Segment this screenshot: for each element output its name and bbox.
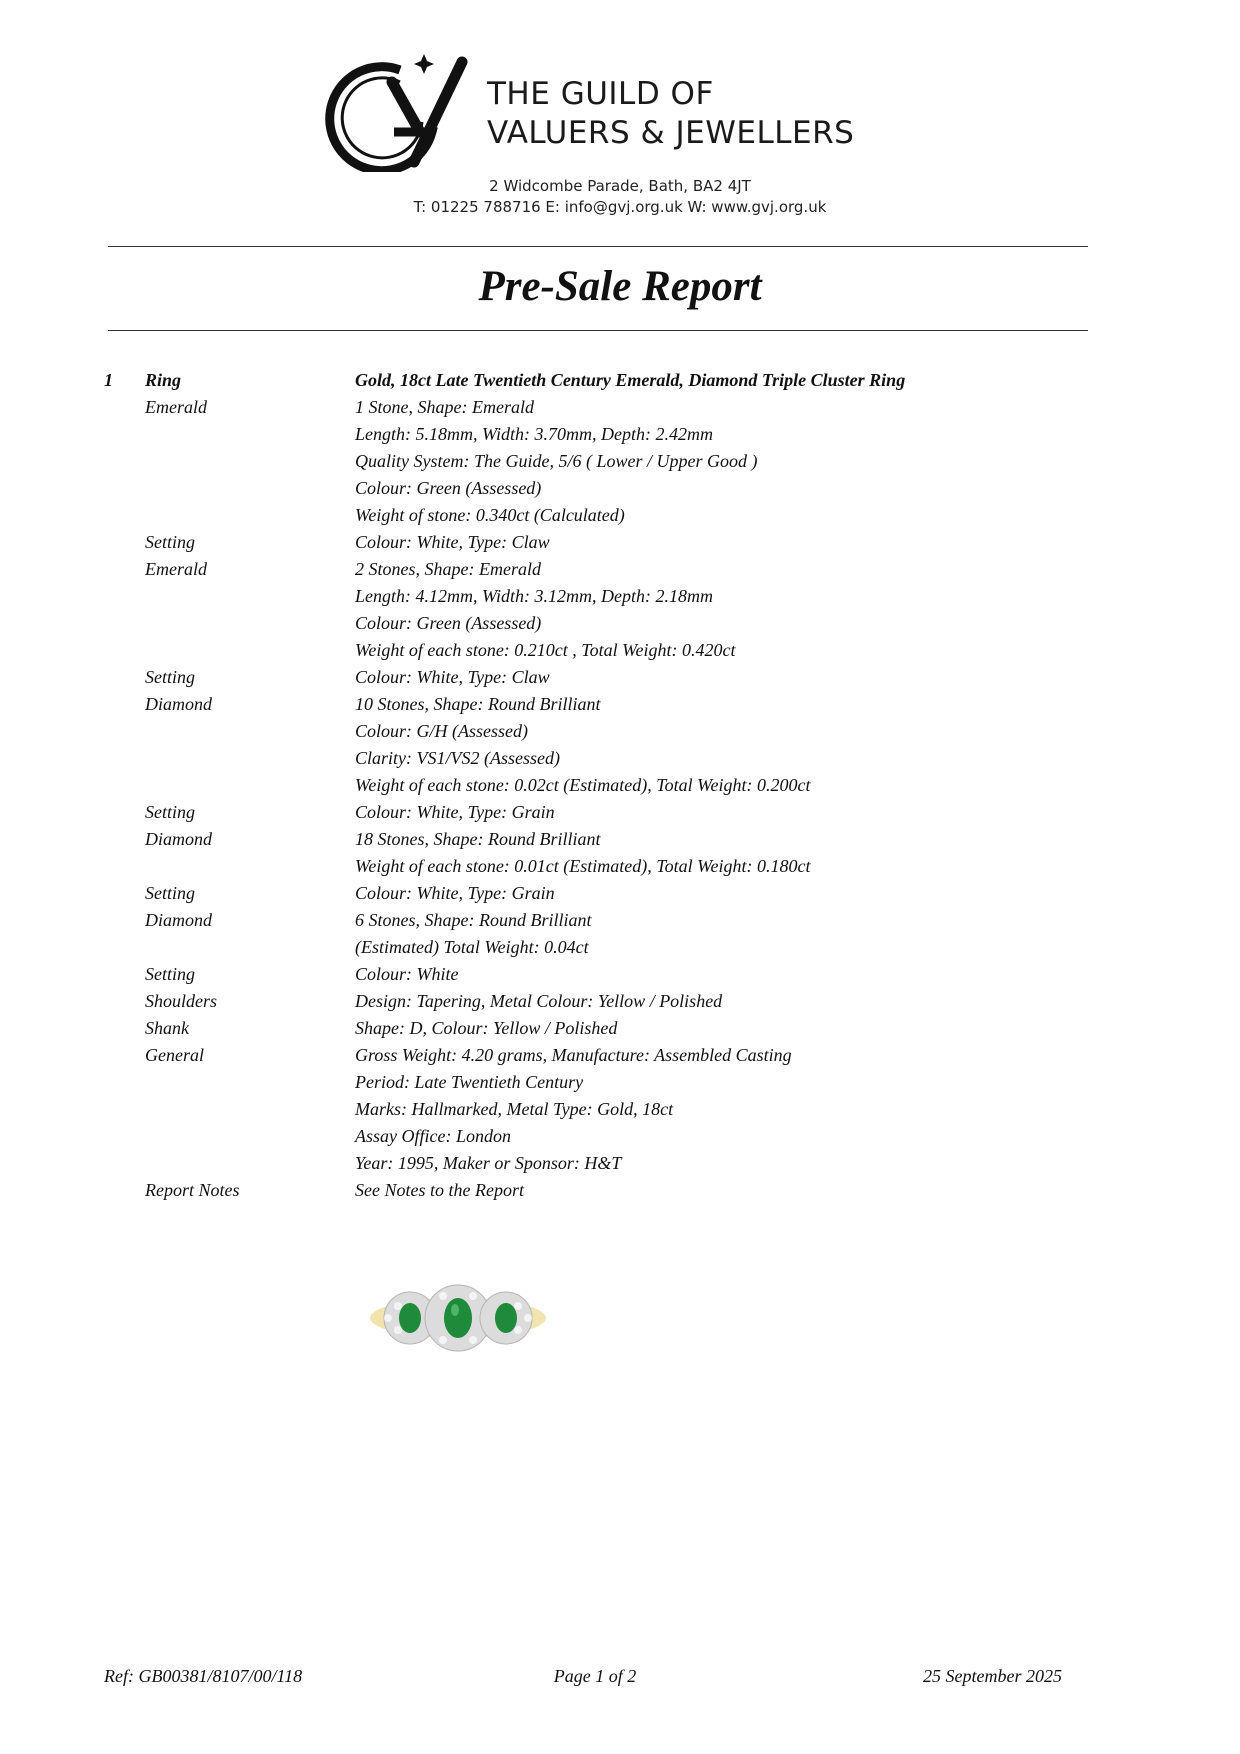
detail-label: Emerald (145, 559, 207, 579)
detail-value: Colour: White, Type: Grain (355, 802, 555, 822)
detail-label: Report Notes (145, 1180, 240, 1200)
detail-row (0, 748, 1240, 775)
detail-row (0, 775, 1240, 802)
detail-row (0, 1180, 1240, 1207)
org-name-line2: VALUERS & JEWELLERS (487, 115, 855, 151)
ring-photo (368, 1278, 548, 1360)
detail-row (0, 559, 1240, 586)
detail-value: 6 Stones, Shape: Round Brilliant (355, 910, 592, 930)
detail-row (0, 937, 1240, 964)
detail-label: Setting (145, 532, 195, 552)
report-title: Pre-Sale Report (478, 263, 762, 310)
detail-row (0, 721, 1240, 748)
detail-value: Shape: D, Colour: Yellow / Polished (355, 1018, 618, 1038)
detail-label: Emerald (145, 397, 207, 417)
detail-label: Setting (145, 802, 195, 822)
detail-value: Year: 1995, Maker or Sponsor: H&T (355, 1153, 622, 1173)
detail-value: See Notes to the Report (355, 1180, 524, 1200)
detail-value: Marks: Hallmarked, Metal Type: Gold, 18ct (355, 1099, 674, 1119)
detail-row (0, 694, 1240, 721)
detail-row (0, 424, 1240, 451)
detail-label: Ring (145, 370, 182, 390)
detail-row (0, 856, 1240, 883)
detail-label: Setting (145, 667, 195, 687)
org-name-line1: THE GUILD OF (487, 76, 714, 112)
detail-value: Clarity: VS1/VS2 (Assessed) (355, 748, 560, 768)
detail-value: Length: 4.12mm, Width: 3.12mm, Depth: 2.18mm (355, 586, 713, 606)
item-number: 1 (104, 370, 113, 390)
detail-value: Assay Office: London (355, 1126, 511, 1146)
detail-label: Diamond (145, 694, 212, 714)
contact-details: T: 01225 788716 E: info@gvj.org.uk W: www.gvj.org.uk (413, 198, 827, 216)
detail-row (0, 478, 1240, 505)
detail-row (0, 910, 1240, 937)
detail-row (0, 1099, 1240, 1126)
detail-value: Length: 5.18mm, Width: 3.70mm, Depth: 2.42mm (355, 424, 713, 444)
detail-label: Shank (145, 1018, 189, 1038)
gvj-logo-icon (322, 52, 482, 172)
top-divider (108, 246, 1088, 247)
detail-value: Colour: White, Type: Grain (355, 883, 555, 903)
address: 2 Widcombe Parade, Bath, BA2 4JT (489, 177, 751, 195)
detail-row (0, 964, 1240, 991)
detail-value: Colour: White (355, 964, 459, 984)
detail-value: Gold, 18ct Late Twentieth Century Emerald, Diamond Triple Cluster Ring (355, 370, 906, 390)
detail-value: Gross Weight: 4.20 grams, Manufacture: Assembled Casting (355, 1045, 792, 1065)
detail-row (0, 1153, 1240, 1180)
title-divider (108, 330, 1088, 331)
detail-value: 2 Stones, Shape: Emerald (355, 559, 541, 579)
detail-row (0, 397, 1240, 424)
detail-row (0, 505, 1240, 532)
detail-value: Period: Late Twentieth Century (355, 1072, 584, 1092)
detail-value: Weight of each stone: 0.02ct (Estimated), Total Weight: 0.200ct (355, 775, 811, 795)
item-details (0, 370, 1240, 1207)
detail-row (0, 1045, 1240, 1072)
detail-label: Diamond (145, 910, 212, 930)
detail-row (0, 1018, 1240, 1045)
detail-row (0, 829, 1240, 856)
detail-label: Diamond (145, 829, 212, 849)
logo (322, 52, 882, 172)
detail-value: Colour: Green (Assessed) (355, 613, 542, 633)
detail-value: 18 Stones, Shape: Round Brilliant (355, 829, 601, 849)
detail-value: Colour: White, Type: Claw (355, 667, 550, 687)
detail-value: 10 Stones, Shape: Round Brilliant (355, 694, 601, 714)
detail-label: Shoulders (145, 991, 217, 1011)
detail-value: Weight of each stone: 0.210ct , Total Weight: 0.420ct (355, 640, 736, 660)
detail-label: General (145, 1045, 204, 1065)
detail-row (0, 370, 1240, 397)
detail-label: Setting (145, 964, 195, 984)
detail-row (0, 1072, 1240, 1099)
detail-row (0, 451, 1240, 478)
detail-value: (Estimated) Total Weight: 0.04ct (355, 937, 589, 957)
page-number: Page 1 of 2 (553, 1666, 637, 1686)
detail-row (0, 586, 1240, 613)
detail-value: Weight of each stone: 0.01ct (Estimated), Total Weight: 0.180ct (355, 856, 811, 876)
detail-row (0, 991, 1240, 1018)
detail-value: Colour: G/H (Assessed) (355, 721, 528, 741)
report-reference: Ref: GB00381/8107/00/118 (104, 1666, 303, 1686)
detail-value: Weight of stone: 0.340ct (Calculated) (355, 505, 625, 525)
detail-row (0, 613, 1240, 640)
detail-value: Colour: Green (Assessed) (355, 478, 542, 498)
report-date: 25 September 2025 (923, 1666, 1062, 1686)
detail-value: Quality System: The Guide, 5/6 ( Lower / Upper Good ) (355, 451, 758, 471)
detail-value: Colour: White, Type: Claw (355, 532, 550, 552)
detail-value: Design: Tapering, Metal Colour: Yellow / Polished (355, 991, 723, 1011)
detail-row (0, 667, 1240, 694)
detail-row (0, 640, 1240, 667)
detail-row (0, 532, 1240, 559)
detail-row (0, 802, 1240, 829)
detail-value: 1 Stone, Shape: Emerald (355, 397, 534, 417)
detail-label: Setting (145, 883, 195, 903)
detail-row (0, 1126, 1240, 1153)
detail-row (0, 883, 1240, 910)
